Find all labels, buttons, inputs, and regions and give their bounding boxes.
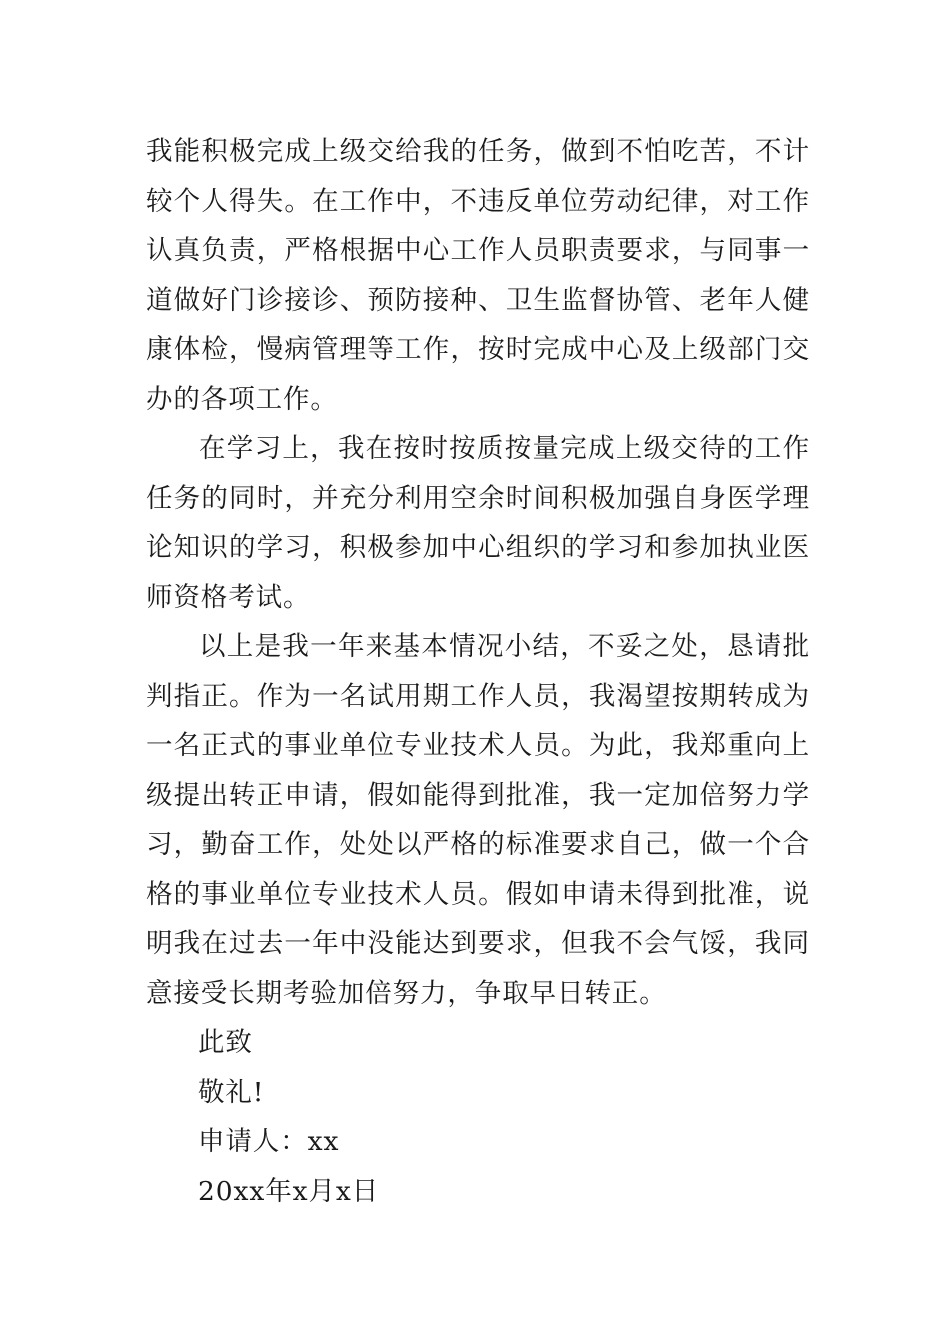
paragraph-work: 我能积极完成上级交给我的任务，做到不怕吃苦，不计较个人得失。在工作中，不违反单位劳动纪律，对工作认真负责，严格根据中心工作人员职责要求，与同事一道做好门诊接诊、预防接种、卫生监督协管、老年人健康体检，慢病管理等工作，按时完成中心及上级部门交办的各项工作。 xyxy=(146,136,810,415)
document-body xyxy=(146,127,810,1216)
paragraph-study: 在学习上，我在按时按质按量完成上级交待的工作任务的同时，并充分利用空余时间积极加强自身医学理论知识的学习，积极参加中心组织的学习和参加执业医师资格考试。 xyxy=(146,433,810,613)
document-date: 20xx年x月x日 xyxy=(198,1175,380,1207)
applicant-signature: 申请人：xx xyxy=(198,1126,340,1157)
closing-regards: 敬礼! xyxy=(198,1076,265,1108)
closing-salutation: 此致 xyxy=(198,1027,253,1058)
paragraph-summary: 以上是我一年来基本情况小结，不妥之处，恳请批判指正。作为一名试用期工作人员，我渴望按期转成为一名正式的事业单位专业技术人员。为此，我郑重向上级提出转正申请，假如能得到批准，我一定加倍努力学习，勤奋工作，处处以严格的标准要求自己，做一个合格的事业单位专业技术人员。假如申请未得到批准，说明我在过去一年中没能达到要求，但我不会气馁，我同意接受长期考验加倍努力，争取早日转正。 xyxy=(146,631,810,1009)
